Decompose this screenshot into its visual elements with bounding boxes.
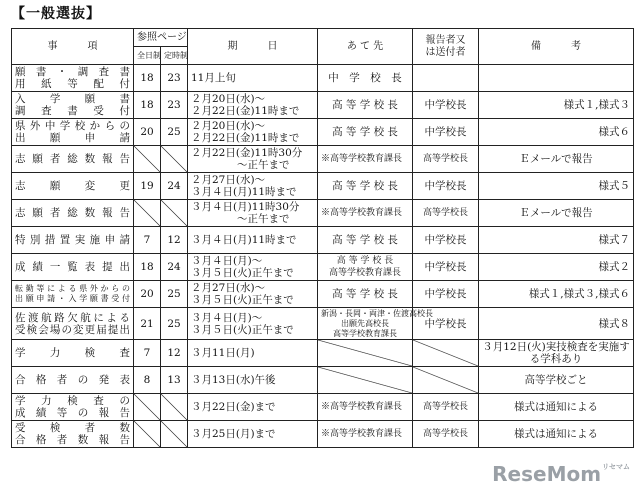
cell-date: 11月上旬 [188, 65, 318, 92]
cell-destination: 高 等 学 校 長 [318, 227, 413, 254]
cell-item: 志願者総数報告 [12, 200, 134, 227]
cell-reporter: 中学校長 [413, 227, 479, 254]
cell-full-time: 18 [134, 92, 161, 119]
cell-item: 県外中学校からの 出願申請 [12, 119, 134, 146]
table-row [12, 340, 634, 367]
cell-destination: ※高等学校教育課長 [318, 200, 413, 227]
header-notes: 備 考 [479, 29, 634, 65]
cell-fixed-time [161, 421, 188, 448]
cell-reporter: 高等学校長 [413, 200, 479, 227]
cell-full-time: 20 [134, 281, 161, 308]
cell-destination: 高 等 学 校 長 [318, 92, 413, 119]
table-row [12, 146, 634, 173]
cell-reporter: 中学校長 [413, 92, 479, 119]
cell-reporter: 中学校長 [413, 254, 479, 281]
cell-item: 願書・調査書 用紙等配付 [12, 65, 134, 92]
header-full-time: 全日制 [134, 47, 161, 65]
cell-fixed-time [161, 394, 188, 421]
table-row [12, 421, 634, 448]
cell-date: ３月４日(月)～ ３月５日(火)正午まで [188, 254, 318, 281]
cell-destination: ※高等学校教育課長 [318, 394, 413, 421]
cell-notes: 様式６ [479, 119, 634, 146]
table-row [12, 65, 634, 92]
cell-date: ３月４日(月)～ ３月５日(火)正午まで [188, 308, 318, 340]
header-reporter: 報告者又 は送付者 [413, 29, 479, 65]
cell-reporter: 中学校長 [413, 308, 479, 340]
header-item: 事 項 [12, 29, 134, 65]
cell-full-time: 18 [134, 254, 161, 281]
header-ref-page: 参照ページ [134, 29, 188, 47]
cell-reporter: 中学校長 [413, 119, 479, 146]
cell-fixed-time [161, 146, 188, 173]
cell-item: 合格者の発表 [12, 367, 134, 394]
cell-item: 入学願書 調査書受付 [12, 92, 134, 119]
cell-date: ３月22日(金)まで [188, 394, 318, 421]
cell-notes: 様式２ [479, 254, 634, 281]
cell-full-time [134, 200, 161, 227]
cell-reporter [413, 340, 479, 367]
header-fixed-time: 定時制 [161, 47, 188, 65]
cell-date: ３月25日(月)まで [188, 421, 318, 448]
cell-full-time: 8 [134, 367, 161, 394]
cell-fixed-time: 25 [161, 119, 188, 146]
cell-full-time: 7 [134, 340, 161, 367]
cell-notes: 様式は通知による [479, 394, 634, 421]
table-row [12, 200, 634, 227]
cell-notes: 様式１,様式３ [479, 92, 634, 119]
cell-date: ２月20日(水)～ ２月22日(金)11時まで [188, 92, 318, 119]
table-row [12, 281, 634, 308]
cell-fixed-time: 12 [161, 227, 188, 254]
cell-date: ２月20日(水)～ ２月22日(金)11時まで [188, 119, 318, 146]
table-row [12, 119, 634, 146]
cell-destination: 高 等 学 校 長 [318, 281, 413, 308]
cell-item: 受 検 者 数 合格者数報告 [12, 421, 134, 448]
cell-destination: 新潟・長岡・両津・佐渡高校長 出願先高校長 高等学校教育課長 [318, 308, 413, 340]
cell-notes [479, 65, 634, 92]
cell-item: 佐渡航路欠航による 受検会場の変更届提出 [12, 308, 134, 340]
cell-destination: 高 等 学 校 長 高等学校教育課長 [318, 254, 413, 281]
table-row [12, 394, 634, 421]
cell-item: 成績一覧表提出 [12, 254, 134, 281]
cell-date: ３月13日(水)午後 [188, 367, 318, 394]
cell-destination [318, 367, 413, 394]
cell-fixed-time: 12 [161, 340, 188, 367]
cell-destination: ※高等学校教育課長 [318, 146, 413, 173]
schedule-table [11, 28, 634, 448]
cell-fixed-time: 23 [161, 65, 188, 92]
cell-notes: Ｅメールで報告 [479, 146, 634, 173]
table-row [12, 254, 634, 281]
cell-destination: 高 等 学 校 長 [318, 119, 413, 146]
cell-notes: 様式５ [479, 173, 634, 200]
cell-fixed-time: 25 [161, 281, 188, 308]
cell-item: 学 力 検 査 [12, 340, 134, 367]
cell-destination: 高 等 学 校 長 [318, 173, 413, 200]
cell-notes: 様式８ [479, 308, 634, 340]
cell-reporter: 高等学校長 [413, 146, 479, 173]
cell-destination [318, 340, 413, 367]
header-date: 期 日 [188, 29, 318, 65]
cell-item: 志 願 変 更 [12, 173, 134, 200]
cell-date: ３月11日(月) [188, 340, 318, 367]
cell-destination: ※高等学校教育課長 [318, 421, 413, 448]
cell-fixed-time: 24 [161, 173, 188, 200]
cell-date: ２月22日(金)11時30分 ～正午まで [188, 146, 318, 173]
cell-date: ２月27日(水)～ ３月５日(火)正午まで [188, 281, 318, 308]
cell-full-time [134, 146, 161, 173]
cell-full-time: 19 [134, 173, 161, 200]
cell-full-time: 7 [134, 227, 161, 254]
cell-notes: 高等学校ごと [479, 367, 634, 394]
cell-reporter [413, 367, 479, 394]
table-row [12, 308, 634, 340]
cell-fixed-time: 24 [161, 254, 188, 281]
cell-fixed-time: 13 [161, 367, 188, 394]
cell-item: 転勤等による県外からの 出願申請・入学願書受付 [12, 281, 134, 308]
cell-full-time: 21 [134, 308, 161, 340]
cell-reporter: 中学校長 [413, 281, 479, 308]
cell-notes: 様式は通知による [479, 421, 634, 448]
resemom-logo: ReseMom$^{リセマム}$ [492, 462, 630, 486]
cell-notes: 様式１,様式３,様式６ [479, 281, 634, 308]
cell-full-time: 20 [134, 119, 161, 146]
cell-reporter: 高等学校長 [413, 421, 479, 448]
cell-reporter [413, 65, 479, 92]
cell-date: ３月４日(月)11時まで [188, 227, 318, 254]
cell-item: 学力検査の 成績等の報告 [12, 394, 134, 421]
cell-reporter: 高等学校長 [413, 394, 479, 421]
header-destination: あ て 先 [318, 29, 413, 65]
cell-item: 特別措置実施申請 [12, 227, 134, 254]
cell-fixed-time [161, 200, 188, 227]
page-title: 【一般選抜】 [11, 6, 101, 22]
cell-item: 志願者総数報告 [12, 146, 134, 173]
cell-full-time: 18 [134, 65, 161, 92]
table-row [12, 92, 634, 119]
cell-notes: 様式７ [479, 227, 634, 254]
table-row [12, 227, 634, 254]
cell-fixed-time: 23 [161, 92, 188, 119]
cell-notes: ３月12日(火)実技検査を実施する学科あり [479, 340, 634, 367]
cell-full-time [134, 421, 161, 448]
cell-reporter: 中学校長 [413, 173, 479, 200]
cell-full-time [134, 394, 161, 421]
cell-fixed-time: 25 [161, 308, 188, 340]
table-row [12, 367, 634, 394]
cell-date: ３月４日(月)11時30分 ～正午まで [188, 200, 318, 227]
cell-destination: 中 学 校 長 [318, 65, 413, 92]
cell-notes: Ｅメールで報告 [479, 200, 634, 227]
cell-date: ２月27日(水)～ ３月４日(月)11時まで [188, 173, 318, 200]
table-row [12, 173, 634, 200]
